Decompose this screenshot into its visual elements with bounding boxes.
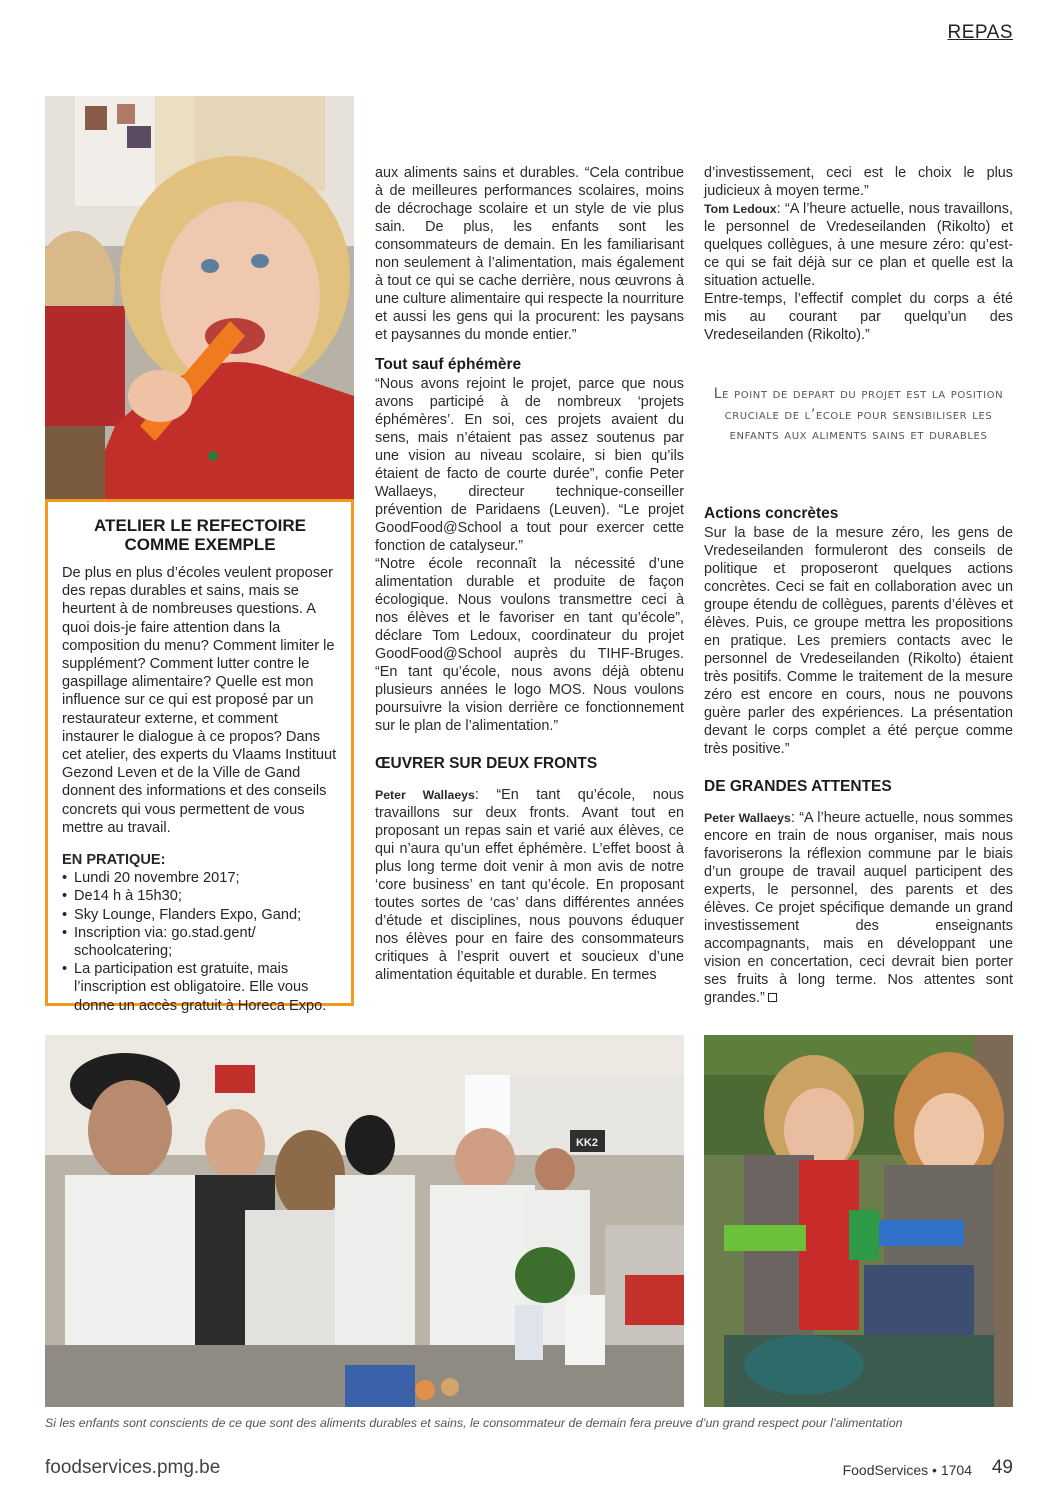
section-tag: REPAS	[947, 22, 1013, 43]
subheading: DE GRANDES ATTENTES	[704, 778, 892, 795]
photo-girls-lunch	[704, 1035, 1013, 1407]
footer-magazine: FoodServices • 1704	[842, 1462, 972, 1478]
sidebar-intro: De plus en plus d’écoles veulent proposer des repas durables et sains, mais se heurtent à de nombreuses questions. A quoi dois-je faire attention dans la composition du menu? Comment limiter le supplément? Comment lutter contre le gaspillage alimentaire? Quelle est mon influence sur ce qui est proposé par un restaurateur externe, et comment instaurer le dialogue à ce propos? Dans cet atelier, des experts du Vlaams Instituut Gezond Leven et de la Ville de Gand donnent des informations et des conseils concrets qui vous permettent de vous mettre au travail.	[62, 565, 337, 836]
paragraph: aux aliments sains et durables. “Cela contribue à de meilleures performances scolaires, moins de décrochage scolaire et un style de vie plus sain. De plus, les enfants sont les consommateurs de demain. En les familiarisant non seulement à l’alimentation, mais également à tout ce qui se cache derrière, nous œuvrons à une culture alimentaire qui respecte la nourriture et aussi les gens qui la procurent: les paysans et paysannes du monde entier.”	[375, 165, 684, 343]
subheading: Actions concrètes	[704, 505, 839, 522]
practice-item: • Lundi 20 novembre 2017;	[62, 869, 338, 887]
sidebar-title-line2: COMME EXEMPLE	[124, 535, 276, 554]
paragraph: Entre-temps, l’effectif complet du corps a été mis au courant par quelqu’un des Vredeseilanden (Rikolto).”	[704, 291, 1013, 343]
photo-kitchen-chefs	[45, 1035, 684, 1407]
practice-heading: EN PRATIQUE:	[62, 852, 166, 869]
practice-item: • La participation est gratuite, mais l’inscription est obligatoire. Elle vous donne un accès gratuit à Horeca Expo.	[62, 960, 338, 1015]
practice-list	[62, 869, 338, 1015]
photo-girl-carrot	[45, 96, 354, 499]
workshop-sidebar	[45, 499, 354, 1014]
paragraph: “Notre école reconnaît la nécessité d’une alimentation durable et produite de façon écologique. Nous voulons transmettre ceci à nos élèves et le favoriser en tant qu’école”, déclare Tom Ledoux, coordinateur du projet GoodFood@School auprès du TIHF-Bruges. “En tant qu’école, nous avons déjà obtenu plusieurs années le logo MOS. Nous voulons poursuivre la vision derrière ce fonctionnement sur le plan de l’alimentation.”	[375, 556, 684, 734]
practice-item: • De14 h à 15h30;	[62, 887, 338, 905]
sidebar-title	[62, 516, 338, 554]
paragraph	[704, 809, 1013, 1007]
paragraph	[375, 786, 684, 984]
speaker-name: Peter Wallaeys	[375, 788, 475, 802]
paragraph	[704, 200, 1013, 290]
end-mark-icon	[768, 993, 777, 1002]
subheading: ŒUVRER SUR DEUX FRONTS	[375, 755, 598, 772]
page-number: 49	[991, 1457, 1013, 1478]
pull-quote: Le point de depart du projet est la position cruciale de l’ecole pour sensibiliser les enfants aux aliments sains et durables	[713, 386, 1004, 443]
article-column-3	[704, 164, 1013, 344]
paragraph: d’investissement, ceci est le choix le plus judicieux à moyen terme.”	[704, 165, 1013, 199]
kitchen-sign-label: KK2	[575, 1137, 599, 1149]
paragraph-text: : “En tant qu’école, nous travaillons sur deux fronts. Avant tout en proposant un repas sain et varié aux élèves, ce qui n’aura qu’un effet éphémère. L’effet boost à plus long terme doit venir à mon avis de notre ‘core business’ en tant qu’école. En proposant toutes sortes de ‘cas’ dans différentes années d’étude et disciplines, nous pouvons éduquer nos élèves pour en faire des consommateurs critiques à l’esprit ouvert et soucieux d’une alimentation équitable et durable. En termes	[375, 787, 684, 983]
footer-url[interactable]: foodservices.pmg.be	[45, 1457, 221, 1478]
subheading: Tout sauf éphémère	[375, 356, 522, 373]
paragraph: “Nous avons rejoint le projet, parce que nous avons participé à de nombreux ‘projets éphémères’. En soi, ces projets avaient du sens, mais n’étaient pas assez soutenus par une vision au niveau scolaire, si bien qu’ils étaient de facto de courte durée”, confie Peter Wallaeys, directeur technique-conseiller prévention de Paridaens (Leuven). “Le projet GoodFood@School a tout pour exercer cette fonction de catalyseur.”	[375, 376, 684, 554]
article-column-2	[375, 164, 684, 984]
article-column-3-lower	[704, 505, 1013, 1007]
practice-item: • Inscription via: go.stad.gent/ schoolcatering;	[62, 924, 338, 960]
paragraph-text: : “A l’heure actuelle, nous sommes encore en train de nous organiser, mais nous favoriserons la réflexion commune par le biais d’un groupe de travail auquel participent des experts, le personnel, des parents et des élèves. Ce projet spécifique demande un grand investissement des enseignants accompagnants, mais en développant une vision en concertation, ceci devrait bien porter ses fruits à long terme. Nos attentes sont grandes.”	[704, 810, 1014, 1006]
practice-item: • Sky Lounge, Flanders Expo, Gand;	[62, 906, 338, 924]
paragraph-text: : “A l’heure actuelle, nous travaillons, le personnel de Vredeseilanden (Rikolto) et quelques collègues, à une mesure zéro: qu’est-ce qui se fait déjà sur ce plan et quelle est la situation actuelle.	[704, 201, 1013, 289]
speaker-name: Peter Wallaeys	[704, 811, 791, 825]
photo-caption: Si les enfants sont conscients de ce que sont des aliments durables et sains, le consommateur de demain fera preuve d’un grand respect pour l’alimentation	[45, 1416, 903, 1430]
sidebar-title-line1: ATELIER LE REFECTOIRE	[94, 516, 306, 535]
speaker-name: Tom Ledoux	[704, 202, 777, 216]
paragraph: Sur la base de la mesure zéro, les gens de Vredeseilanden formuleront des conseils de politique et proposeront quelques actions concrètes. Ceci se fait en collaboration avec un groupe étendu de collègues, parents d’élèves et élèves. Puis, ce groupe mettra les propositions en pratique. Les premiers contacts avec le personnel de Vredeseilanden (Rikolto) étaient très positifs. Comme le traitement de la mesure zéro est encore en cours, nous ne pouvons guère parler des expériences. La présentation devant le corps complet a été perçue comme très positive.”	[704, 525, 1013, 757]
